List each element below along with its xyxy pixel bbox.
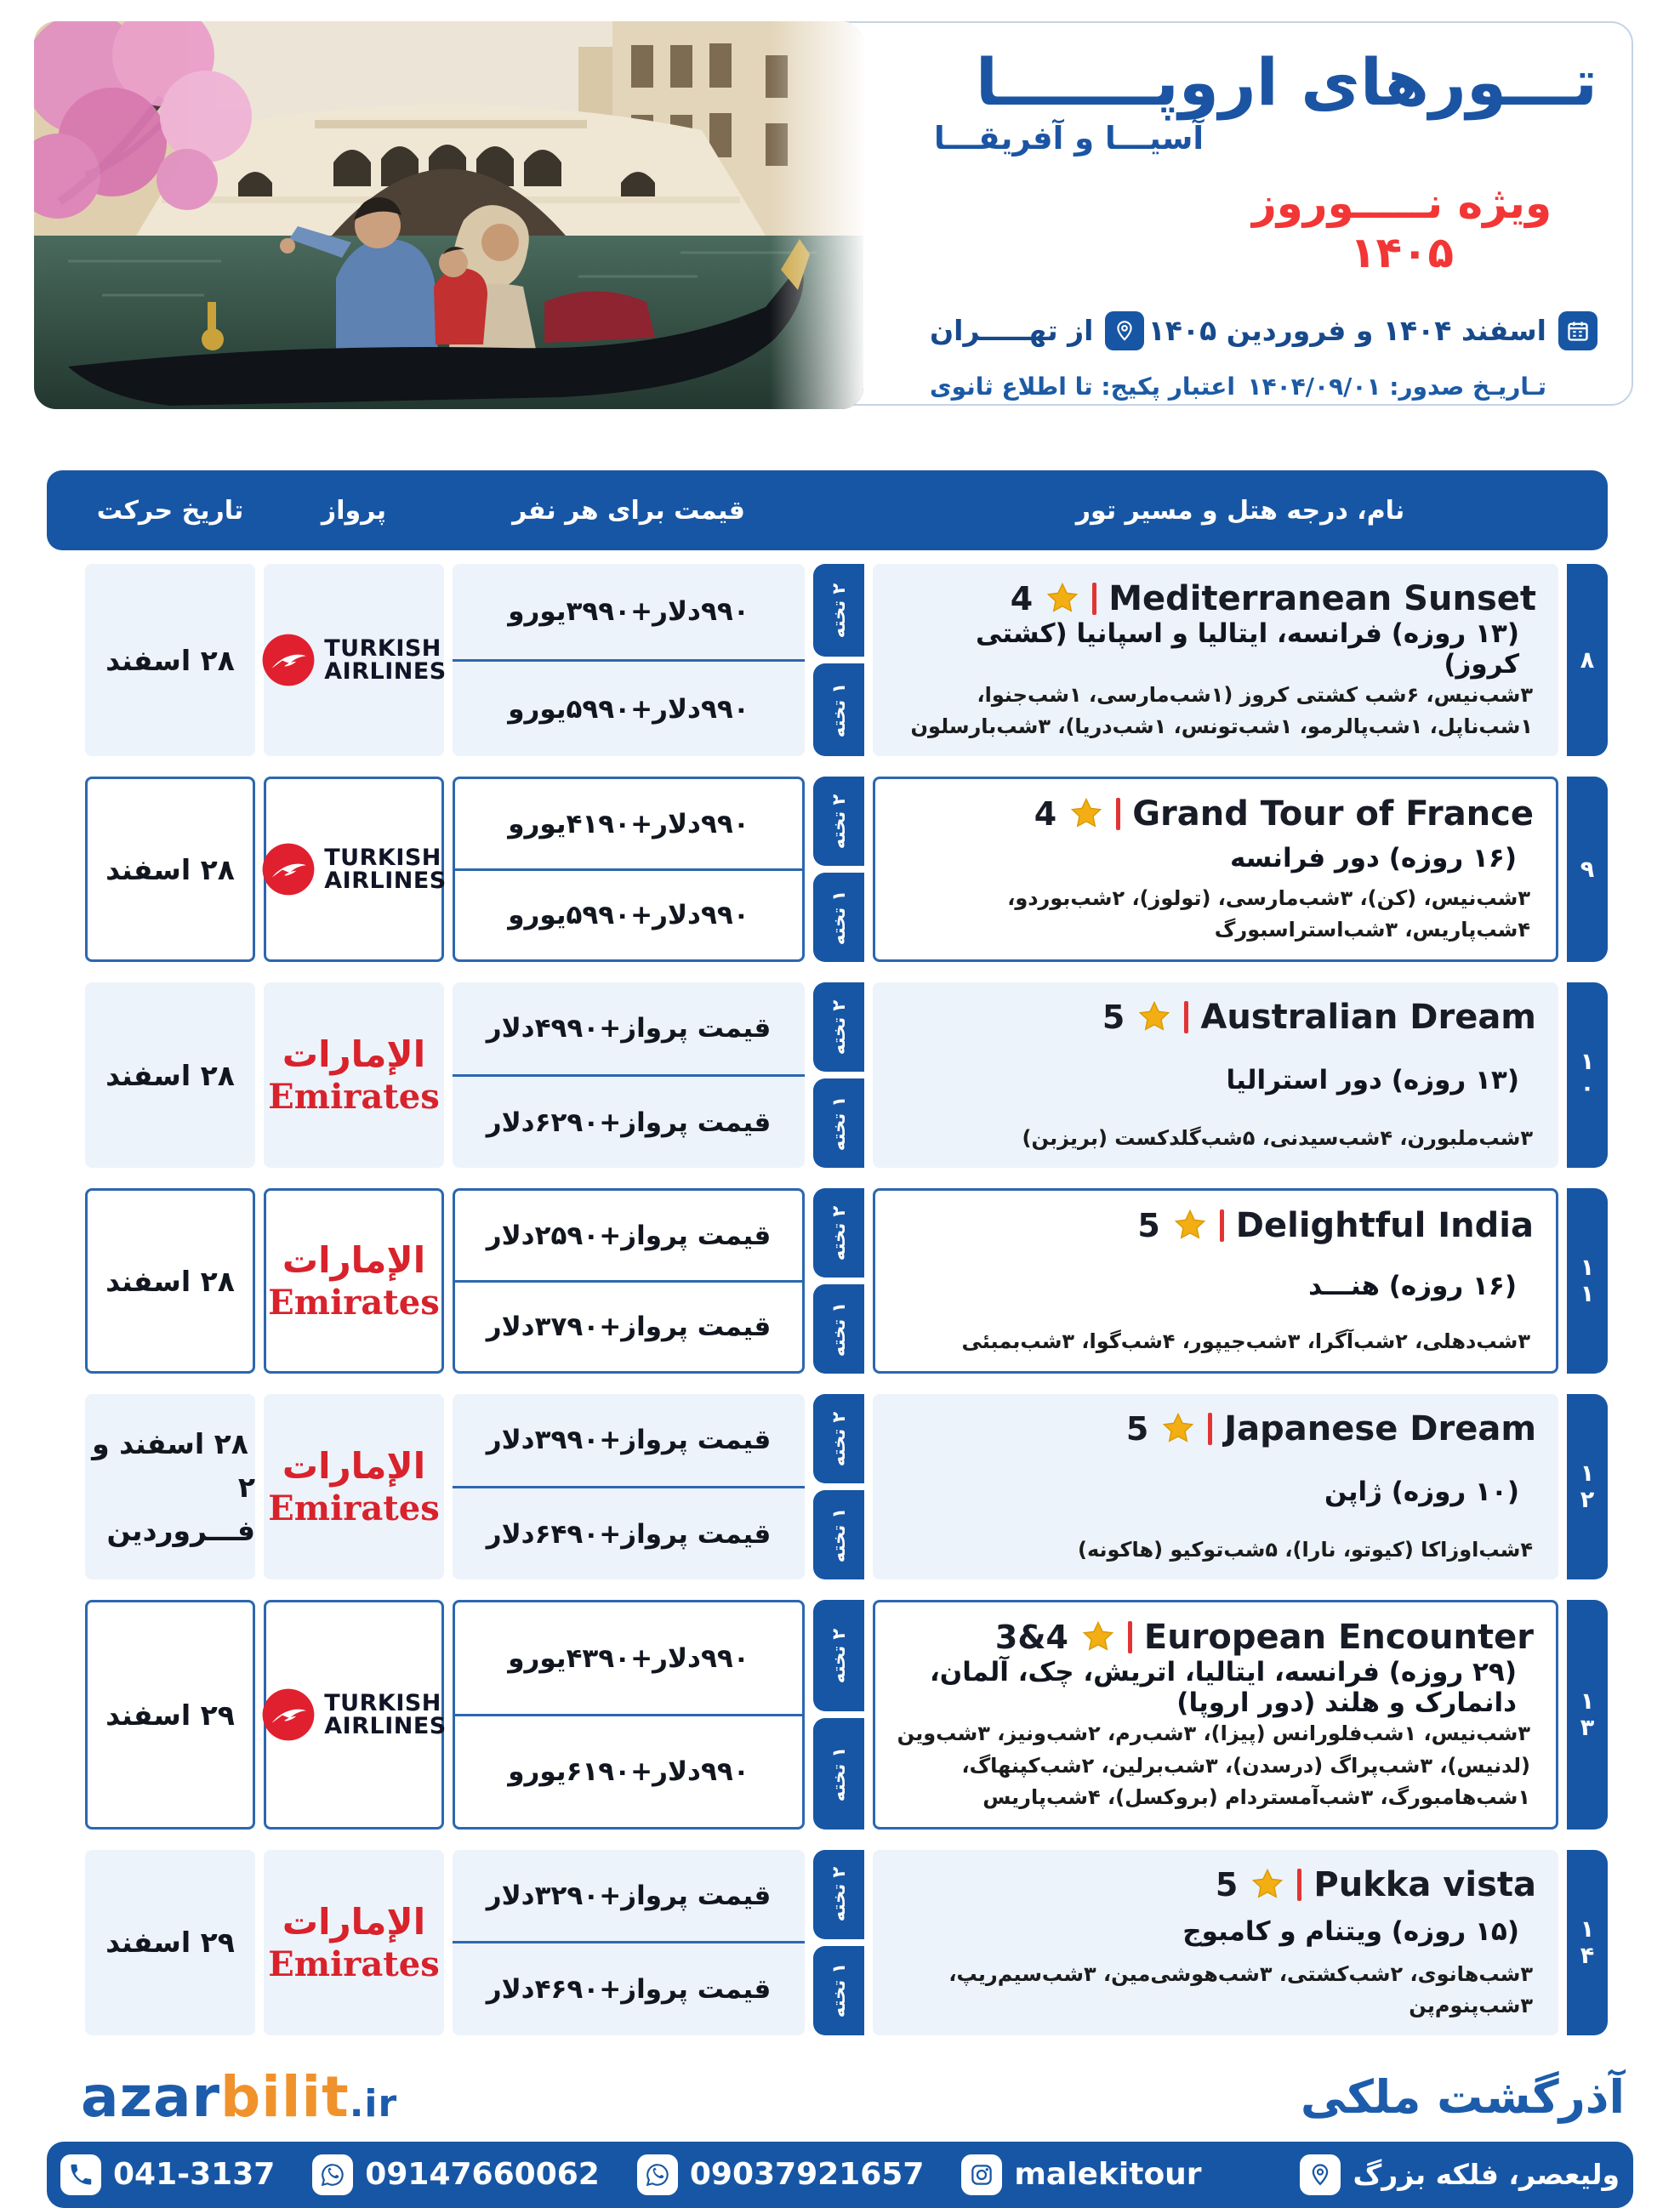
double-bed-tab	[813, 1394, 864, 1483]
bed-type-tabs	[813, 1394, 864, 1579]
red-separator-bar	[1220, 1209, 1224, 1242]
header-info-row	[883, 311, 1597, 350]
column-price: قیمت برای هر نفر	[512, 495, 745, 526]
instagram-icon	[961, 2154, 1002, 2195]
tour-itinerary: ۴شب‌اوزاکا (کیوتو، نارا)، ۵شب‌توکیو (هاکونه)	[1077, 1538, 1533, 1562]
header-content	[883, 23, 1632, 404]
departure-date	[85, 1188, 255, 1374]
price-double-room: ۹۹۰دلار+۳۹۹۰یورو	[508, 595, 749, 627]
tour-subtitle: (۱۰ روزه) ژاپن	[1324, 1476, 1519, 1507]
departure-date	[85, 564, 255, 756]
hotel-star-count: 5	[1215, 1865, 1239, 1904]
whatsapp-number-1: 09147660062	[365, 2157, 600, 2193]
turkish-airlines-logo	[261, 1687, 446, 1742]
agency-name: آذرگشت ملکی	[1300, 2069, 1625, 2124]
price-cell	[453, 1850, 805, 2035]
whatsapp-number-2: 09037921657	[689, 2157, 925, 2193]
departure-date-line1: ۲۹ اسفند	[105, 1926, 235, 1960]
bed-type-tabs	[813, 1188, 864, 1374]
tour-info-cell	[873, 777, 1558, 962]
turkish-airlines-wordmark	[324, 637, 446, 684]
whatsapp-icon	[637, 2154, 678, 2195]
star-icon	[1250, 1867, 1285, 1903]
header-meta-row	[883, 373, 1597, 401]
whatsapp-icon	[312, 2154, 353, 2195]
row-number-tab: ۱ ۰	[1567, 982, 1608, 1168]
double-bed-tab	[813, 982, 864, 1072]
tour-info-cell	[873, 982, 1558, 1168]
turkish-airlines-logo	[261, 633, 446, 687]
double-bed-tab	[813, 1850, 864, 1939]
star-icon	[1080, 1619, 1116, 1655]
double-bed-label: ۲ تخته	[829, 1411, 849, 1467]
tour-itinerary: ۳شب‌دهلی، ۲شب‌آگرا، ۳شب‌جیپور، ۴شب‌گوا، ۳شب‌بمبئی	[961, 1329, 1530, 1354]
turkish-airlines-bird-icon	[261, 633, 316, 687]
single-bed-label: ۱ تخته	[829, 1746, 849, 1801]
tour-dates-range	[1148, 311, 1597, 350]
emirates-arabic-calligraphy: الإمارات	[282, 1239, 426, 1282]
tour-row	[47, 982, 1608, 1168]
emirates-wordmark: Emirates	[268, 1488, 440, 1529]
turkish-airlines-logo	[261, 842, 446, 896]
column-tour-name: نام، درجه هتل و مسیر تور	[1075, 495, 1405, 526]
price-double-room: ۹۹۰دلار+۴۳۹۰یورو	[508, 1642, 749, 1674]
location-pin-icon	[1300, 2154, 1341, 2195]
tour-info-cell	[873, 1394, 1558, 1579]
tour-name: Grand Tour of France	[1132, 794, 1534, 834]
turkish-word: TURKISH	[324, 844, 441, 871]
departure-date-line1: ۲۸ اسفند و	[92, 1426, 248, 1460]
price-single-room: قیمت پرواز+۶۴۹۰دلار	[486, 1518, 772, 1550]
azarbilit-logo	[81, 2064, 397, 2130]
single-bed-tab	[813, 1490, 864, 1579]
airlines-word: AIRLINES	[324, 868, 447, 895]
single-bed-label: ۱ تخته	[829, 1507, 849, 1563]
azarbilit-logo-ir: .ir	[349, 2081, 398, 2125]
tour-subtitle: (۱۵ روزه) ویتنام و کامبوج	[1182, 1915, 1519, 1947]
tour-info-cell	[873, 564, 1558, 756]
red-separator-bar	[1128, 1621, 1132, 1653]
price-single-room: قیمت پرواز+۳۷۹۰دلار	[486, 1312, 772, 1343]
emirates-logo	[268, 1033, 439, 1117]
tour-info-cell	[873, 1850, 1558, 2035]
turkish-word: TURKISH	[324, 1689, 441, 1716]
nowruz-special-label: ویژه نـــــوروز ۱۴۰۵	[1251, 178, 1552, 277]
airlines-word: AIRLINES	[324, 658, 447, 686]
tour-title	[900, 1865, 1536, 1904]
price-double-room: ۹۹۰دلار+۴۱۹۰یورو	[508, 808, 749, 839]
tour-name: Australian Dream	[1200, 998, 1536, 1038]
hotel-star-count: 4	[1034, 795, 1057, 834]
hotel-star-count: 5	[1137, 1207, 1160, 1245]
airline-logo-cell	[264, 1188, 444, 1374]
row-number-tab: ۱ ۱	[1567, 1188, 1608, 1374]
tour-subtitle: (۱۳ روزه) دور استرالیا	[1226, 1064, 1519, 1095]
airline-logo-cell	[264, 564, 447, 756]
tour-title	[900, 998, 1536, 1037]
red-separator-bar	[1184, 1001, 1188, 1033]
azarbilit-logo-azar: azar	[81, 2063, 221, 2130]
price-double-room: قیمت پرواز+۳۲۹۰دلار	[486, 1880, 772, 1911]
emirates-wordmark: Emirates	[268, 1077, 440, 1118]
airline-logo-cell	[264, 982, 444, 1168]
single-bed-tab	[813, 873, 864, 962]
azarbilit-logo-bilit: bilit	[220, 2063, 350, 2130]
single-bed-label: ۱ تخته	[829, 1301, 849, 1357]
tour-info-cell	[873, 1188, 1558, 1374]
header-card	[34, 21, 1633, 406]
departure-date-line1: ۲۸ اسفند	[105, 1264, 235, 1298]
double-bed-tab	[813, 1600, 864, 1711]
tour-name: Delightful India	[1235, 1206, 1534, 1246]
star-icon	[1160, 1411, 1196, 1447]
turkish-airlines-bird-icon	[261, 842, 316, 896]
emirates-arabic-calligraphy: الإمارات	[282, 1445, 426, 1488]
phone-icon	[60, 2154, 101, 2195]
row-number-tab: ۱ ۳	[1567, 1600, 1608, 1830]
tour-itinerary: ۳شب‌هانوی، ۲شب‌کشتی، ۳شب‌هوشی‌مین، ۳شب‌سیم‌ریپ، ۳شب‌پنوم‌پن	[948, 1961, 1533, 2017]
turkish-word: TURKISH	[324, 635, 441, 662]
address-text: ولیعصر، فلکه بزرگ	[1353, 2158, 1620, 2192]
double-bed-tab	[813, 564, 864, 657]
star-icon	[1068, 796, 1104, 832]
tour-row	[47, 564, 1608, 756]
tours-table	[47, 470, 1608, 2035]
tour-subtitle: (۱۳ روزه) فرانسه، ایتالیا و اسپانیا (کشتی کروز)	[975, 618, 1519, 680]
departure-date-line1: ۲۸ اسفند	[105, 643, 235, 677]
tour-title	[903, 794, 1534, 834]
page-subtitle: آسیـــا و آفریقـــا	[934, 119, 1204, 156]
single-bed-label: ۱ تخته	[829, 1963, 849, 2018]
instagram-contact	[961, 2154, 1201, 2195]
phone-contact	[60, 2154, 275, 2195]
emirates-wordmark: Emirates	[268, 1283, 440, 1323]
turkish-airlines-bird-icon	[261, 1687, 316, 1742]
instagram-handle: malekitour	[1014, 2157, 1202, 2193]
departure-date	[85, 982, 255, 1168]
tour-row	[47, 1850, 1608, 2035]
single-bed-label: ۱ تخته	[829, 890, 849, 946]
tour-itinerary: ۳شب‌نیس، (کن)، ۳شب‌مارسی، (تولوز)، ۲شب‌بوردو، ۴شب‌پاریس، ۳شب‌استراسبورگ	[1007, 886, 1530, 942]
price-cell	[453, 982, 805, 1168]
row-number-tab: ۸	[1567, 564, 1608, 756]
tour-row	[47, 777, 1608, 962]
calendar-icon	[1558, 311, 1597, 350]
price-cell	[453, 777, 805, 962]
departure-date-line2: ۲ فـــروردین	[106, 1470, 255, 1547]
tour-title	[900, 1409, 1536, 1448]
emirates-logo	[268, 1445, 439, 1528]
venice-illustration	[34, 21, 863, 409]
bed-type-tabs	[813, 777, 864, 962]
bed-type-tabs	[813, 564, 864, 756]
price-single-room: قیمت پرواز+۴۶۹۰دلار	[486, 1974, 772, 2006]
tour-row	[47, 1600, 1608, 1830]
origin-city	[930, 311, 1144, 350]
star-icon	[1172, 1208, 1208, 1243]
price-cell	[453, 1394, 805, 1579]
tour-name: Pukka vista	[1313, 1864, 1536, 1904]
price-single-room: ۹۹۰دلار+۵۹۹۰یورو	[508, 900, 749, 931]
issue-date: تـاریـخ صدور: ۱۴۰۴/۰۹/۰۱	[1247, 372, 1546, 401]
row-number-tab: ۹	[1567, 777, 1608, 962]
emirates-logo	[268, 1901, 439, 1984]
whatsapp-contact-2	[637, 2154, 925, 2195]
venice-photo	[34, 21, 863, 409]
double-bed-label: ۲ تخته	[829, 1628, 849, 1683]
tour-row	[47, 1394, 1608, 1579]
tour-itinerary: ۳شب‌نیس، ۶شب کشتی کروز (۱شب‌مارسی، ۱شب‌جنوا، ۱شب‌ناپل، ۱شب‌پالرمو، ۱شب‌تونس، ۱شب‌دریا)، ۳شب‌بارسلون	[910, 683, 1533, 739]
departure-date-line1: ۲۸ اسفند	[105, 1058, 235, 1092]
column-flight: پرواز	[321, 495, 387, 526]
airline-logo-cell	[264, 1850, 444, 2035]
double-bed-label: ۲ تخته	[829, 1205, 849, 1261]
tour-subtitle: (۲۹ روزه) فرانسه، ایتالیا، اتریش، چک، آلمان، دانمارک و هلند (دور اروپا)	[929, 1657, 1517, 1719]
tour-dates-text: اسفند ۱۴۰۴ و فروردین ۱۴۰۵	[1148, 314, 1546, 348]
bed-type-tabs	[813, 1850, 864, 2035]
price-double-room: قیمت پرواز+۲۵۹۰دلار	[486, 1220, 772, 1251]
address	[1300, 2154, 1620, 2195]
single-bed-tab	[813, 663, 864, 756]
whatsapp-contact-1	[312, 2154, 600, 2195]
emirates-arabic-calligraphy: الإمارات	[282, 1033, 426, 1076]
tour-title	[903, 1206, 1534, 1245]
package-validity: اعتبار پکیج: تا اطلاع ثانوی	[930, 372, 1235, 401]
price-single-room: ۹۹۰دلار+۵۹۹۰یورو	[508, 693, 749, 725]
tour-subtitle: (۱۶ روزه) هنـــد	[1308, 1270, 1517, 1301]
emirates-arabic-calligraphy: الإمارات	[282, 1900, 426, 1943]
double-bed-label: ۲ تخته	[829, 794, 849, 850]
departure-date	[85, 1850, 255, 2035]
red-separator-bar	[1208, 1413, 1212, 1445]
single-bed-label: ۱ تخته	[829, 1095, 849, 1152]
tour-info-cell	[873, 1600, 1558, 1830]
emirates-logo	[268, 1239, 439, 1323]
price-double-room: قیمت پرواز+۴۹۹۰دلار	[486, 1013, 772, 1044]
bed-type-tabs	[813, 982, 864, 1168]
double-bed-label: ۲ تخته	[829, 1867, 849, 1922]
single-bed-tab	[813, 1078, 864, 1168]
airline-logo-cell	[264, 1394, 444, 1579]
airline-logo-cell	[264, 777, 447, 962]
departure-date-line1: ۲۸ اسفند	[105, 852, 235, 886]
tour-title	[903, 1618, 1534, 1657]
emirates-wordmark: Emirates	[268, 1943, 440, 1984]
turkish-airlines-wordmark	[324, 846, 446, 893]
tour-itinerary: ۳شب‌ملبورن، ۴شب‌سیدنی، ۵شب‌گلدکست (بریزبن)	[1022, 1126, 1533, 1151]
row-number-tab: ۱ ۲	[1567, 1394, 1608, 1579]
table-header	[47, 470, 1608, 550]
tour-name: Mediterranean Sunset	[1108, 579, 1536, 618]
single-bed-tab	[813, 1284, 864, 1374]
price-cell	[453, 1188, 805, 1374]
star-icon	[1045, 581, 1080, 617]
hotel-star-count: 5	[1102, 999, 1125, 1037]
hotel-star-count: 3&4	[994, 1619, 1068, 1657]
departure-date	[85, 777, 255, 962]
airline-logo-cell	[264, 1600, 447, 1830]
page-title: تـــورهای اروپـــــــا	[975, 44, 1597, 120]
price-single-room: ۹۹۰دلار+۶۱۹۰یورو	[508, 1756, 749, 1787]
turkish-airlines-wordmark	[324, 1689, 447, 1740]
origin-city-text: از تهـــــران	[930, 314, 1094, 348]
double-bed-tab	[813, 777, 864, 866]
star-icon	[1136, 999, 1172, 1035]
price-cell	[453, 564, 805, 756]
phone-number: 041-3137	[113, 2157, 276, 2193]
airlines-word: AIRLINES	[324, 1713, 447, 1740]
bed-type-tabs	[813, 1600, 864, 1830]
footer-brands	[47, 2064, 1633, 2130]
single-bed-tab	[813, 1718, 864, 1830]
departure-date-line1: ۲۹ اسفند	[105, 1698, 235, 1732]
departure-date	[85, 1600, 255, 1830]
tour-subtitle: (۱۶ روزه) دور فرانسه	[1229, 843, 1517, 874]
footer	[0, 2064, 1680, 2208]
red-separator-bar	[1092, 583, 1096, 615]
location-pin-icon	[1105, 311, 1144, 350]
red-separator-bar	[1297, 1869, 1301, 1901]
double-bed-tab	[813, 1188, 864, 1278]
price-single-room: قیمت پرواز+۶۲۹۰دلار	[486, 1107, 772, 1138]
hotel-star-count: 5	[1125, 1410, 1149, 1448]
single-bed-tab	[813, 1946, 864, 2035]
hotel-star-count: 4	[1010, 580, 1034, 617]
price-double-room: قیمت پرواز+۳۹۹۰دلار	[486, 1425, 772, 1456]
tour-name: European Encounter	[1143, 1618, 1534, 1658]
tour-itinerary: ۳شب‌نیس، ۱شب‌فلورانس (پیزا)، ۳شب‌رم، ۲شب‌ونیز، ۳شب‌وین (لدنیس)، ۳شب‌پراگ (درسدن)، ۳شب‌برلین، ۲شب‌کپنهاگ، ۱شب‌هامبورگ، ۳شب‌آمستردام (بروکسل)، ۴شب‌پاریس	[897, 1721, 1530, 1809]
tour-rows	[47, 564, 1608, 2035]
column-departure-date: تاریخ حرکت	[96, 495, 244, 526]
tour-row	[47, 1188, 1608, 1374]
single-bed-label: ۱ تخته	[829, 682, 849, 738]
price-cell	[453, 1600, 805, 1830]
tour-title	[900, 579, 1536, 618]
tour-name: Japanese Dream	[1224, 1409, 1536, 1449]
contact-bar	[47, 2142, 1633, 2208]
departure-date	[85, 1394, 255, 1579]
double-bed-label: ۲ تخته	[829, 583, 849, 638]
red-separator-bar	[1116, 798, 1120, 830]
double-bed-label: ۲ تخته	[829, 999, 849, 1056]
row-number-tab: ۱ ۴	[1567, 1850, 1608, 2035]
